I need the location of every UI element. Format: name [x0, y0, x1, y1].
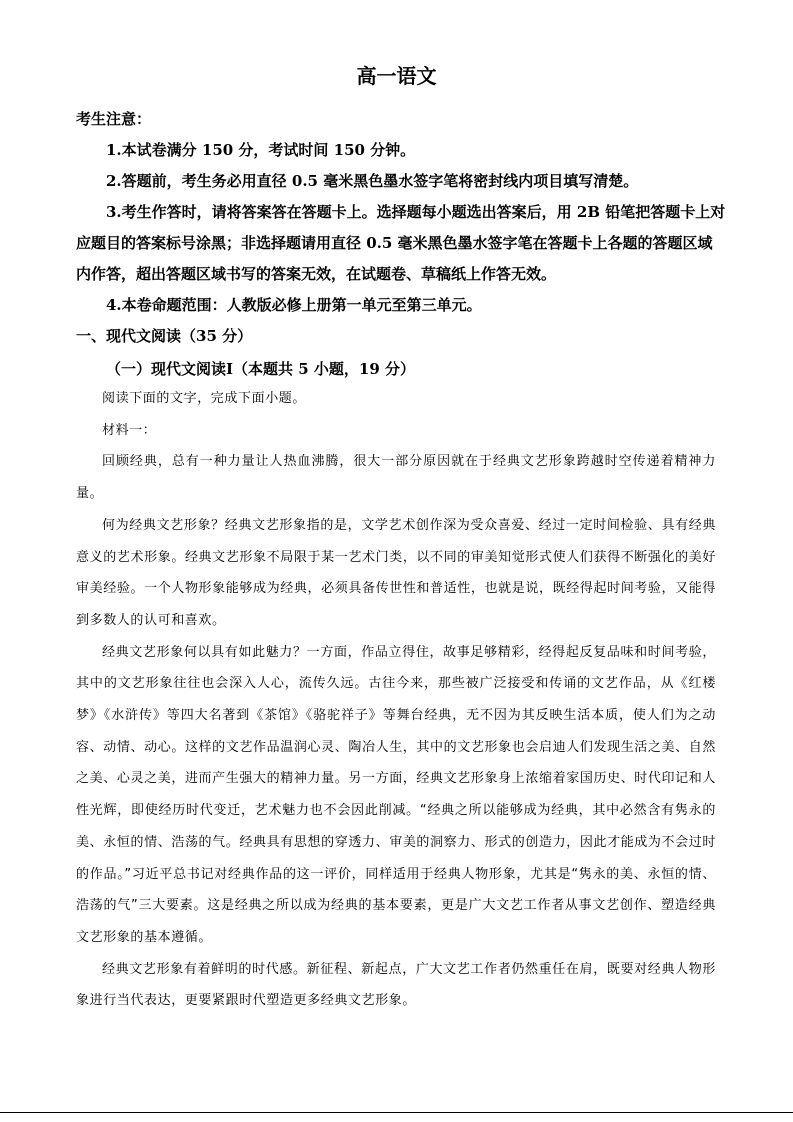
- notice-item-4: 4.本卷命题范围：人教版必修上册第一单元至第三单元。: [106, 296, 482, 314]
- reading-body: [76, 383, 716, 1017]
- paragraph-4: 经典文艺形象有着鲜明的时代感。新征程、新起点，广大文艺工作者仍然重任在肩，既要对经典人物形象进行当代表达，更要紧跟时代塑造更多经典文艺形象。: [76, 961, 716, 1009]
- notice-item-2: 2.答题前，考生务必用直径 0.5 毫米黑色墨水签字笔将密封线内项目填写清楚。: [106, 172, 639, 190]
- notice-item-3: 3.考生作答时，请将答案答在答题卡上。选择题每小题选出答案后，用 2B 铅笔把答题卡上对应题目的答案标号涂黑；非选择题请用直径 0.5 毫米黑色墨水签字笔在答题卡上各题的答题区域内作答，超出答题区域书写的答案无效，在试题卷、草稿纸上作答无效。: [76, 203, 726, 283]
- bottom-rule: [0, 1112, 793, 1113]
- paragraph-1: 回顾经典，总有一种力量让人热血沸腾，很大一部分原因就在于经典文艺形象跨越时空传递着精神力量。: [76, 454, 716, 502]
- section-heading: 一、现代文阅读（35 分）: [76, 327, 253, 345]
- page-title: 高一语文: [356, 64, 437, 88]
- notice-item-1: 1.本试卷满分 150 分，考试时间 150 分钟。: [106, 141, 416, 159]
- reading-instruction: 阅读下面的文字，完成下面小题。: [102, 391, 307, 406]
- notice-heading: 考生注意：: [76, 110, 152, 128]
- material-label: 材料一：: [102, 422, 157, 438]
- notice-block: [76, 104, 726, 321]
- section-subheading: （一）现代文阅读Ⅰ（本题共 5 小题，19 分）: [106, 360, 415, 378]
- paragraph-2: 何为经典文艺形象？经典文艺形象指的是，文学艺术创作深为受众喜爱、经过一定时间检验、具有经典意义的艺术形象。经典文艺形象不局限于某一艺术门类，以不同的审美知觉形式使人们获得不断强化的美好审美经验。一个人物形象能够成为经典，必须具备传世性和普适性，也就是说，既经得起时间考验，又能得到多数人的认可和喜欢。: [76, 517, 716, 628]
- paragraph-3: 经典文艺形象何以具有如此魅力？一方面，作品立得住，故事足够精彩，经得起反复品味和时间考验，其中的文艺形象往往也会深入人心，流传久远。古往今来，那些被广泛接受和传诵的文艺作品，从《红楼梦》《水浒传》等四大名著到《茶馆》《骆驼祥子》等舞台经典，无不因为其反映生活本质，使人们为之动容、动情、动心。这样的文艺作品温润心灵、陶冶人生，其中的文艺形象也会启迪人们发现生活之美、自然之美、心灵之美，进而产生强大的精神力量。另一方面，经典文艺形象身上浓缩着家国历史、时代印记和人性光辉，即使经历时代变迁，艺术魅力也不会因此削减。“经典之所以能够成为经典，其中必然含有隽永的美、永恒的情、浩荡的气。经典具有思想的穿透力、审美的洞察力、形式的创造力，因此才能成为不会过时的作品。”习近平总书记对经典作品的这一评价，同样适用于经典人物形象，尤其是“隽永的美、永恒的情、浩荡的气”三大要素。这是经典之所以成为经典的基本要素，更是广大文艺工作者从事文艺创作、塑造经典文艺形象的基本遵循。: [76, 644, 716, 945]
